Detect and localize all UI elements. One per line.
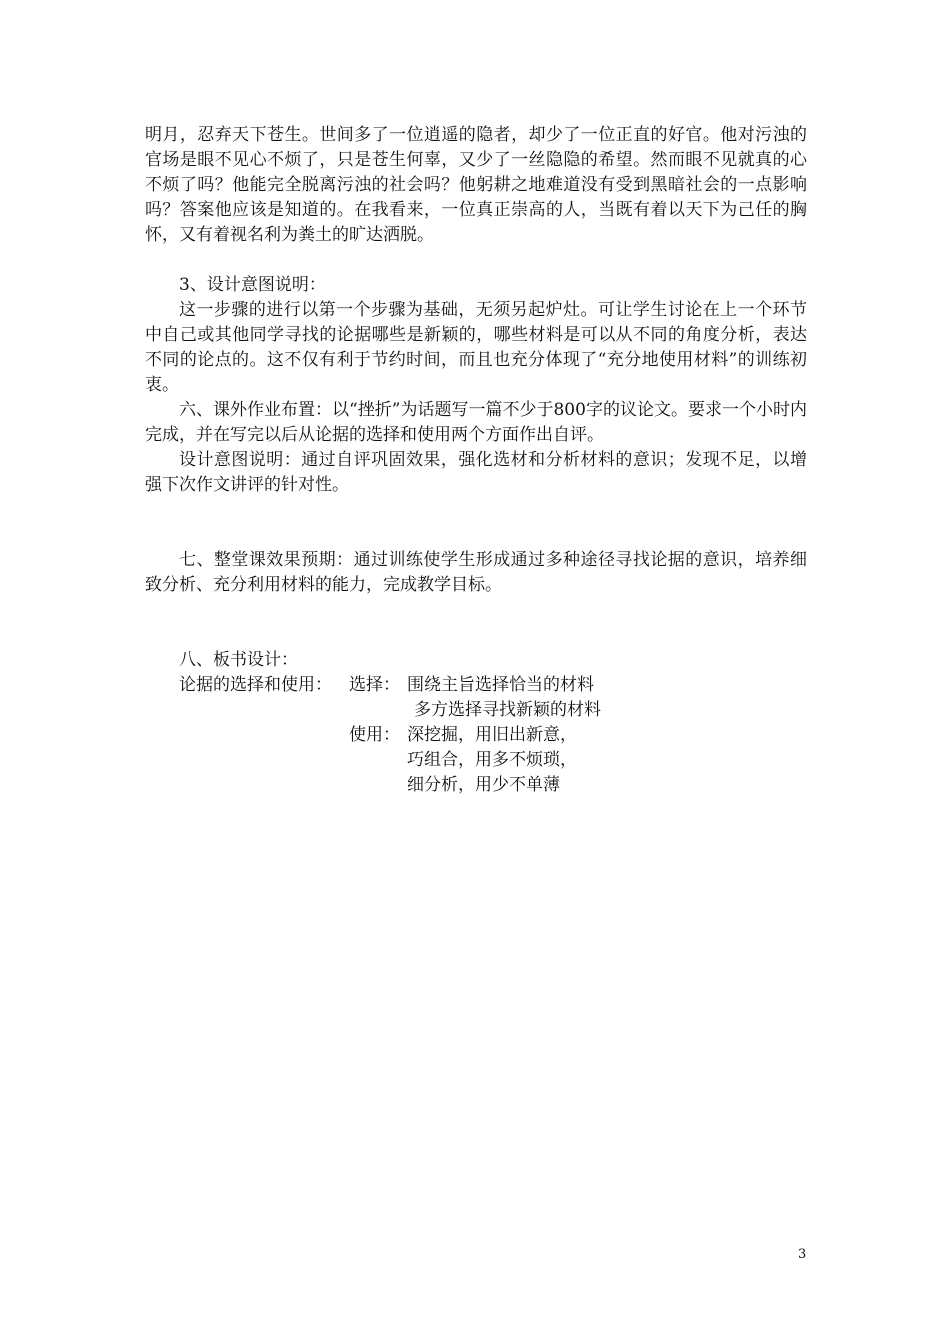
paragraph-design-intent-body: 这一步骤的进行以第一个步骤为基础，无须另起炉灶。可让学生讨论在上一个环节中自己或其他同学寻找的论据哪些是新颖的，哪些材料是可以从不同的角度分析，表达不同的论点的。这不仅有利于节约时间，而且也充分体现了“充分地使用材料”的训练初衷。: [145, 300, 807, 395]
board-use-item: 巧组合，用多不烦琐，: [407, 750, 577, 770]
paragraph-homework-intent: 设计意图说明：通过自评巩固效果，强化选材和分析材料的意识；发现不足，以增强下次作文讲评的针对性。: [145, 450, 807, 495]
board-use-label: 使用：: [349, 725, 400, 745]
paragraph-homework: 六、课外作业布置：以“挫折”为话题写一篇不少于800字的议论文。要求一个小时内完成，并在写完以后从论据的选择和使用两个方面作出自评。: [145, 400, 807, 445]
paragraph-group-1: [145, 123, 807, 248]
paragraph-essay-continuation: 明月，忍弃天下苍生。世间多了一位逍遥的隐者，却少了一位正直的好官。他对污浊的官场是眼不见心不烦了，只是苍生何辜，又少了一丝隐隐的希望。然而眼不见就真的心不烦了吗？他能完全脱离污浊的社会吗？他躬耕之地难道没有受到黑暗社会的一点影响吗？答案他应该是知道的。在我看来，一位真正崇高的人，当既有着以天下为己任的胸怀，又有着视名利为粪土的旷达洒脱。: [145, 125, 807, 245]
heading-board-design: 八、板书设计：: [179, 650, 298, 670]
paragraph-group-3: [145, 548, 807, 598]
board-select-label: 选择：: [349, 675, 400, 695]
paragraph-group-4: [145, 648, 807, 673]
paragraph-group-2: [145, 273, 807, 498]
board-title: 论据的选择和使用：: [179, 675, 332, 695]
board-use-item: 深挖掘，用旧出新意，: [407, 725, 577, 745]
board-select-item: 围绕主旨选择恰当的材料: [407, 675, 594, 695]
page-number: 3: [798, 1247, 807, 1262]
board-select-item: 多方选择寻找新颖的材料: [414, 700, 601, 720]
heading-design-intent-3: 3、设计意图说明：: [179, 275, 326, 295]
paragraph-expected-effect: 七、整堂课效果预期：通过训练使学生形成通过多种途径寻找论据的意识，培养细致分析、充分利用材料的能力，完成教学目标。: [145, 550, 807, 595]
board-use-item: 细分析，用少不单薄: [407, 775, 560, 795]
